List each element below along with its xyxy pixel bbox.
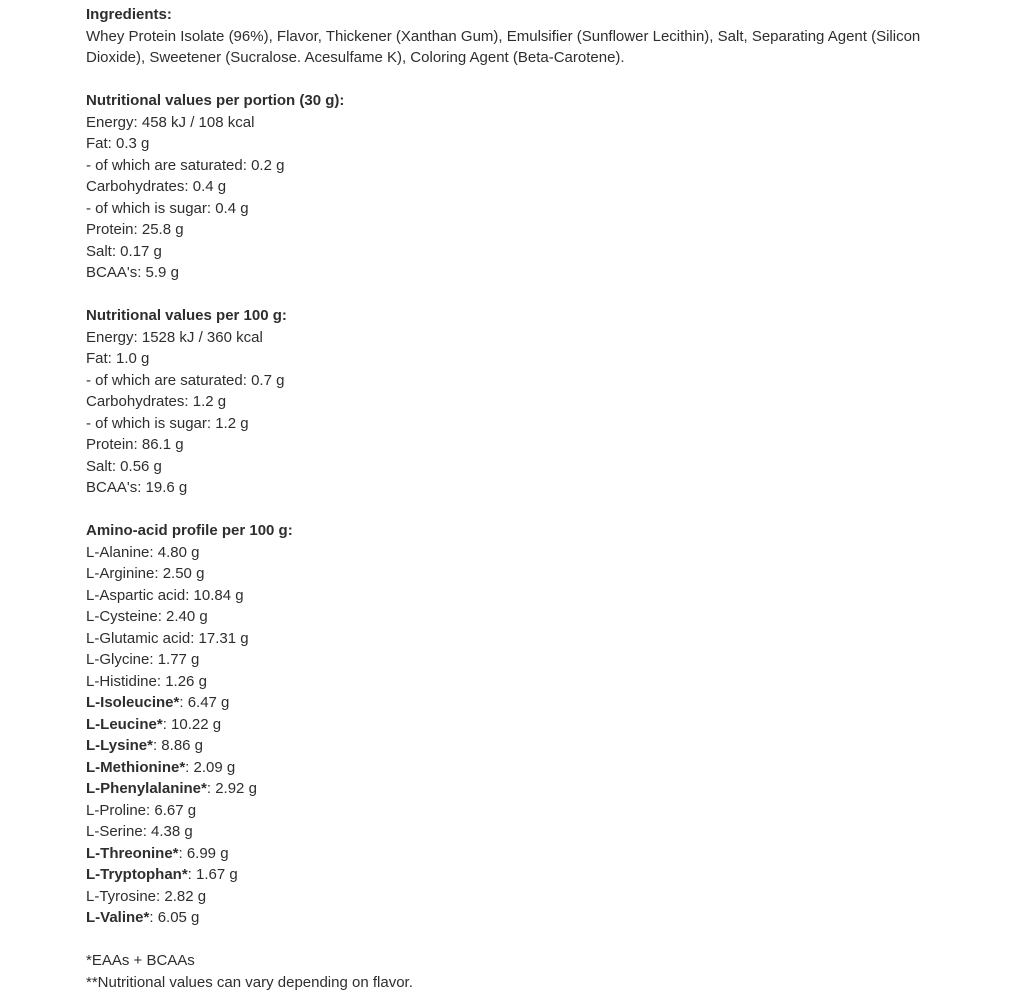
amino-name: L-Aspartic acid (86, 586, 186, 604)
amino-row-histidine (86, 671, 931, 693)
amino-value: : 2.82 g (156, 887, 207, 905)
amino-name: L-Valine* (86, 909, 150, 926)
nutrition-line-protein: Protein: 86.1 g (86, 436, 184, 453)
amino-value: : 10.84 g (185, 586, 244, 604)
amino-value: : 1.26 g (156, 672, 207, 690)
ingredients-section (86, 4, 931, 69)
nutrition-line-protein: Protein: 25.8 g (86, 221, 184, 238)
amino-row-tryptophan (86, 864, 931, 886)
amino-row-glutamic-acid (86, 628, 931, 650)
amino-row-methionine (86, 757, 931, 779)
footnote-eaas-bcaas: *EAAs + BCAAs (86, 952, 195, 969)
nutrition-line-fat: Fat: 1.0 g (86, 350, 150, 367)
amino-value: : 4.38 g (142, 823, 193, 840)
amino-value: : 6.99 g (178, 844, 229, 862)
amino-value: : 2.09 g (185, 758, 236, 776)
amino-value: : 1.77 g (149, 651, 200, 668)
ingredients-body: Whey Protein Isolate (96%), Flavor, Thickener (Xanthan Gum), Emulsifier (Sunflower Lecithin), Salt, Separating Agent (Silicon Dioxide), Sweetener (Sucralose. Acesulfame K), Coloring Agent (Beta-Carotene). (86, 27, 925, 66)
nutrition-per-portion-section (86, 90, 931, 284)
nutrition-line-saturated: - of which are saturated: 0.7 g (86, 371, 285, 389)
amino-acid-profile-section (86, 520, 931, 929)
amino-row-tyrosine (86, 886, 931, 908)
amino-name: L-Glycine (86, 651, 150, 668)
amino-value: : 2.92 g (206, 780, 257, 797)
amino-name: L-Lysine* (86, 737, 153, 754)
nutrition-per-portion-heading: Nutritional values per portion (30 g): (86, 92, 345, 109)
amino-row-serine (86, 821, 931, 843)
amino-name: L-Glutamic acid (86, 629, 191, 647)
amino-name: L-Threonine* (86, 844, 179, 862)
amino-name: L-Serine (86, 823, 143, 840)
nutrition-per-100g-section (86, 305, 931, 499)
amino-name: L-Arginine (86, 565, 155, 582)
footnotes-section (86, 950, 931, 993)
amino-value: : 1.67 g (187, 866, 238, 883)
nutrition-line-energy: Energy: 458 kJ / 108 kcal (86, 113, 255, 131)
amino-row-glycine (86, 649, 931, 671)
amino-value: : 2.50 g (154, 565, 205, 582)
amino-value: : 4.80 g (149, 543, 200, 561)
amino-row-proline (86, 800, 931, 822)
amino-row-arginine (86, 563, 931, 585)
amino-name: L-Leucine* (86, 715, 163, 733)
amino-value: : 6.47 g (179, 694, 230, 711)
amino-row-valine (86, 907, 931, 929)
nutrition-line-energy: Energy: 1528 kJ / 360 kcal (86, 328, 263, 346)
nutrition-line-bcaa: BCAA's: 19.6 g (86, 479, 188, 496)
amino-acid-profile-heading: Amino-acid profile per 100 g: (86, 522, 293, 539)
nutrition-line-salt: Salt: 0.17 g (86, 242, 162, 260)
amino-value: : 8.86 g (152, 737, 204, 754)
nutrition-line-sugar: - of which is sugar: 1.2 g (86, 414, 249, 432)
footnote-values-vary: **Nutritional values can vary depending on flavor. (86, 973, 413, 991)
nutrition-line-sugar: - of which is sugar: 0.4 g (86, 199, 249, 217)
amino-name: L-Proline (86, 801, 147, 819)
nutrition-line-saturated: - of which are saturated: 0.2 g (86, 156, 285, 174)
product-nutrition-info (86, 4, 931, 993)
amino-row-alanine (86, 542, 931, 564)
nutrition-line-fat: Fat: 0.3 g (86, 135, 150, 152)
nutrition-per-100g-heading: Nutritional values per 100 g: (86, 307, 287, 324)
amino-value: : 10.22 g (162, 715, 222, 733)
amino-name: L-Alanine (86, 543, 150, 561)
amino-name: L-Tyrosine (86, 887, 157, 905)
amino-name: L-Tryptophan* (86, 866, 188, 883)
nutrition-line-carbohydrates: Carbohydrates: 1.2 g (86, 393, 227, 410)
ingredients-heading: Ingredients: (86, 6, 172, 23)
amino-name: L-Histidine (86, 672, 157, 690)
nutrition-line-carbohydrates: Carbohydrates: 0.4 g (86, 178, 227, 195)
amino-name: L-Isoleucine* (86, 694, 180, 711)
nutrition-line-bcaa: BCAA's: 5.9 g (86, 264, 179, 281)
amino-value: : 6.05 g (149, 909, 200, 926)
amino-row-aspartic-acid (86, 585, 931, 607)
amino-row-threonine (86, 843, 931, 865)
amino-value: : 6.67 g (146, 801, 197, 819)
amino-row-phenylalanine (86, 778, 931, 800)
nutrition-line-salt: Salt: 0.56 g (86, 457, 162, 475)
amino-row-isoleucine (86, 692, 931, 714)
amino-name: L-Methionine* (86, 758, 186, 776)
amino-row-lysine (86, 735, 931, 757)
amino-name: L-Phenylalanine* (86, 780, 207, 797)
amino-row-cysteine (86, 606, 931, 628)
amino-row-leucine (86, 714, 931, 736)
amino-name: L-Cysteine (86, 608, 158, 625)
amino-value: : 2.40 g (157, 608, 208, 625)
amino-value: : 17.31 g (190, 629, 249, 647)
